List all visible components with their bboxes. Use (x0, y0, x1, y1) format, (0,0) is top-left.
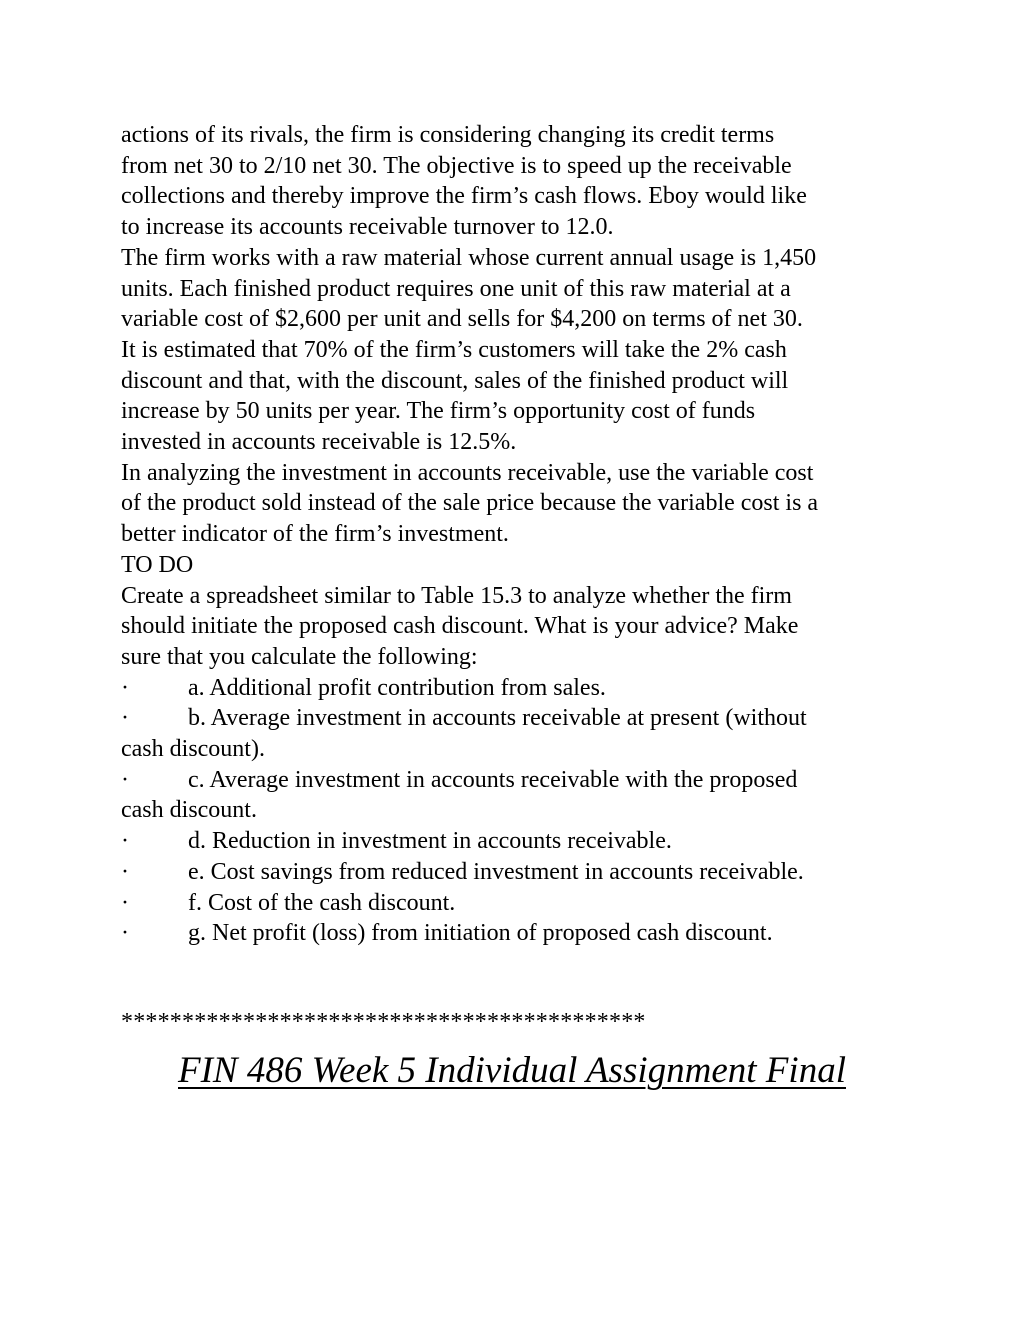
paragraph-line: It is estimated that 70% of the firm’s customers will take the 2% cash (121, 336, 787, 363)
next-section-title: FIN 486 Week 5 Individual Assignment Final (178, 1050, 846, 1091)
paragraph-line: better indicator of the firm’s investment. (121, 521, 509, 548)
list-item-continuation: cash discount). (121, 736, 265, 763)
paragraph-line: invested in accounts receivable is 12.5%. (121, 429, 517, 456)
requirements-list (121, 673, 911, 949)
list-item-continuation: cash discount. (121, 797, 257, 824)
paragraph-line: from net 30 to 2/10 net 30. The objective is to speed up the receivable (121, 152, 792, 179)
paragraph-line: units. Each finished product requires one unit of this raw material at a (121, 275, 791, 302)
list-item-text: f. Cost of the cash discount. (188, 889, 456, 916)
list-item (121, 765, 911, 796)
list-item (121, 888, 911, 919)
list-item (121, 703, 911, 734)
paragraph-line: sure that you calculate the following: (121, 643, 478, 670)
document-body (121, 120, 911, 1034)
bullet-marker: · (121, 889, 129, 916)
list-item (121, 857, 911, 888)
paragraph-line: The firm works with a raw material whose current annual usage is 1,450 (121, 244, 817, 271)
asterisk-separator: ******************************************* (121, 1008, 646, 1035)
paragraph-line: collections and thereby improve the firm’s cash flows. Eboy would like (121, 183, 807, 210)
paragraph-line: variable cost of $2,600 per unit and sells for $4,200 on terms of net 30. (121, 306, 803, 333)
paragraph-line: discount and that, with the discount, sales of the finished product will (121, 367, 789, 394)
list-item-text: b. Average investment in accounts receivable at present (without (188, 705, 807, 732)
bullet-marker: · (121, 920, 129, 947)
bullet-marker: · (121, 858, 129, 885)
paragraph-line: actions of its rivals, the firm is considering changing its credit terms (121, 122, 775, 148)
list-item-text: c. Average investment in accounts receivable with the proposed (188, 766, 798, 793)
bullet-marker: · (121, 674, 129, 701)
list-item (121, 673, 911, 704)
todo-heading: TO DO (121, 551, 194, 578)
list-item-text: a. Additional profit contribution from sales. (188, 674, 606, 701)
paragraph-line: Create a spreadsheet similar to Table 15.3 to analyze whether the firm (121, 582, 792, 609)
bullet-marker: · (121, 828, 129, 855)
paragraph-line: to increase its accounts receivable turnover to 12.0. (121, 214, 614, 241)
paragraph-line: increase by 50 units per year. The firm’s opportunity cost of funds (121, 398, 756, 425)
paragraph-line: In analyzing the investment in accounts receivable, use the variable cost (121, 459, 814, 486)
blank-space (121, 949, 911, 1010)
list-item-text: d. Reduction in investment in accounts receivable. (188, 828, 672, 855)
paragraph-line: should initiate the proposed cash discount. What is your advice? Make (121, 613, 799, 640)
bullet-marker: · (121, 705, 129, 732)
list-item (121, 918, 911, 949)
bullet-marker: · (121, 766, 129, 793)
paragraph-line: of the product sold instead of the sale price because the variable cost is a (121, 490, 819, 517)
list-item (121, 826, 911, 857)
list-item-text: e. Cost savings from reduced investment in accounts receivable. (188, 858, 804, 885)
list-item-text: g. Net profit (loss) from initiation of proposed cash discount. (188, 920, 773, 947)
